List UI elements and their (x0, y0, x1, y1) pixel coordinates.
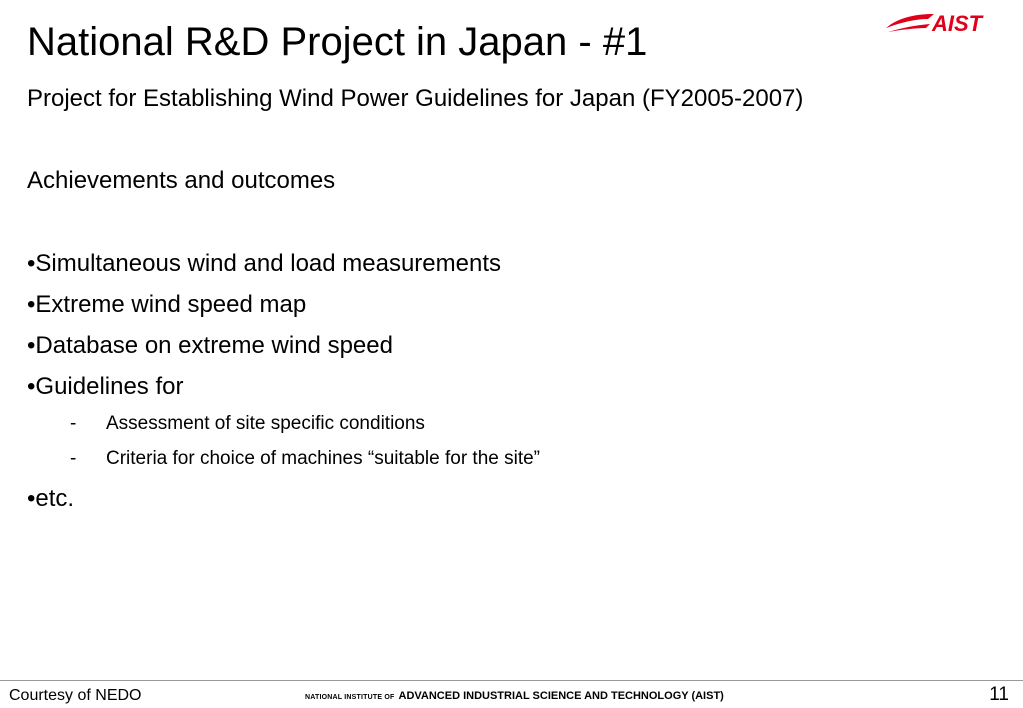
bullet-text: Guidelines for (35, 373, 184, 400)
bullet-text: Extreme wind speed map (35, 291, 307, 318)
aist-logo (884, 8, 1012, 36)
slide-subtitle: Project for Establishing Wind Power Guidelines for Japan (FY2005-2007) (27, 85, 804, 112)
footer-divider (0, 680, 1023, 681)
sub-bullet-item (70, 412, 425, 436)
sub-bullet-text: Criteria for choice of machines “suitable for the site” (106, 448, 541, 469)
sub-bullet-glyph: - (70, 448, 77, 469)
sub-bullet-text: Assessment of site specific conditions (106, 413, 425, 434)
section-heading: Achievements and outcomes (27, 167, 336, 194)
bullet-item (27, 331, 393, 361)
bullet-glyph: • (27, 291, 36, 318)
bullet-glyph: • (27, 485, 36, 512)
bullet-text: Database on extreme wind speed (35, 332, 393, 359)
page-number: 11 (989, 684, 1009, 705)
footer-credit: Courtesy of NEDO (9, 687, 142, 704)
institute-prefix: NATIONAL INSTITUTE OF (305, 694, 395, 701)
institute-name: ADVANCED INDUSTRIAL SCIENCE AND TECHNOLOGY (AIST) (398, 690, 724, 702)
sub-bullet-glyph: - (70, 413, 77, 434)
bullet-glyph: • (27, 332, 36, 359)
bullet-glyph: • (27, 250, 36, 277)
logo-wordmark: AIST (932, 11, 983, 36)
bullet-item (27, 290, 306, 320)
bullet-text: etc. (35, 485, 75, 512)
bullet-text: Simultaneous wind and load measurements (35, 250, 502, 277)
sub-bullet-item (70, 447, 540, 471)
bullet-glyph: • (27, 373, 36, 400)
footer-institute (305, 688, 724, 706)
bullet-item (27, 484, 74, 514)
bullet-item (27, 249, 501, 279)
logo-swoosh-lower (888, 24, 930, 32)
slide-title: National R&D Project in Japan - #1 (27, 20, 648, 64)
bullet-item (27, 372, 183, 402)
